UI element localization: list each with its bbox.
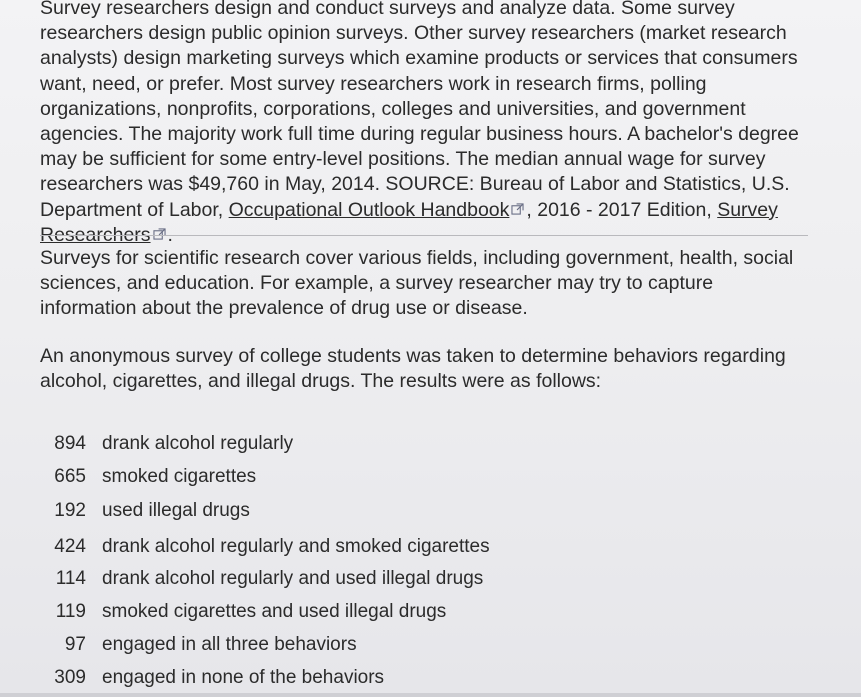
external-link-icon[interactable]: [511, 203, 524, 215]
source-middle: , 2016 - 2017 Edition,: [526, 198, 718, 221]
scientific-research-paragraph: Surveys for scientific research cover various fields, including government, health, social sciences, and education. For example, a survey researcher may try to capture information about the prevalence of drug use or disease.: [40, 247, 794, 319]
result-label: engaged in none of the behaviors: [102, 667, 385, 688]
source-end: .: [167, 223, 173, 246]
external-link-icon[interactable]: [153, 228, 166, 240]
result-count: 192: [54, 500, 86, 521]
result-count: 894: [54, 433, 86, 454]
result-count: 309: [54, 667, 86, 688]
section-divider: [40, 235, 808, 236]
survey-researchers-link[interactable]: Survey Researchers: [40, 198, 778, 246]
survey-description-paragraph: An anonymous survey of college students was taken to determine behaviors regarding alcohol, cigarettes, and illegal drugs. The results were as follows:: [40, 345, 786, 392]
result-count: 114: [55, 568, 86, 589]
result-label: drank alcohol regularly: [102, 433, 294, 454]
occupational-outlook-handbook-link[interactable]: Occupational Outlook Handbook: [228, 198, 510, 221]
result-count: 424: [54, 536, 86, 557]
result-label: smoked cigarettes: [102, 466, 257, 487]
source-prefix: SOURCE: Bureau of Labor and Statistics, U.S. Department of Labor,: [40, 173, 790, 221]
intro-text: Survey researchers design and conduct surveys and analyze data. Some survey researchers design public opinion surveys. Other survey researchers (market research analysts) design marketing surveys which examine products or services that consumers want, need, or prefer. Most survey researchers work in research firms, polling organizations, nonprofits, corporations, colleges and universities, and government agencies. The majority work full time during regular business hours. A bachelor's degree may be sufficient for some entry-level positions. The median annual wage for survey researchers was $49,760 in May, 2014.: [40, 0, 799, 196]
intro-paragraph: [40, 0, 830, 248]
result-label: used illegal drugs: [102, 500, 250, 521]
result-count: 97: [64, 634, 86, 655]
result-label: engaged in all three behaviors: [102, 634, 357, 655]
result-count: 665: [54, 466, 86, 487]
page-bottom-edge: [0, 693, 861, 697]
result-count: 119: [55, 601, 86, 622]
result-label: drank alcohol regularly and smoked cigarettes: [102, 536, 490, 557]
result-label: smoked cigarettes and used illegal drugs: [102, 601, 447, 622]
result-label: drank alcohol regularly and used illegal drugs: [102, 568, 484, 589]
